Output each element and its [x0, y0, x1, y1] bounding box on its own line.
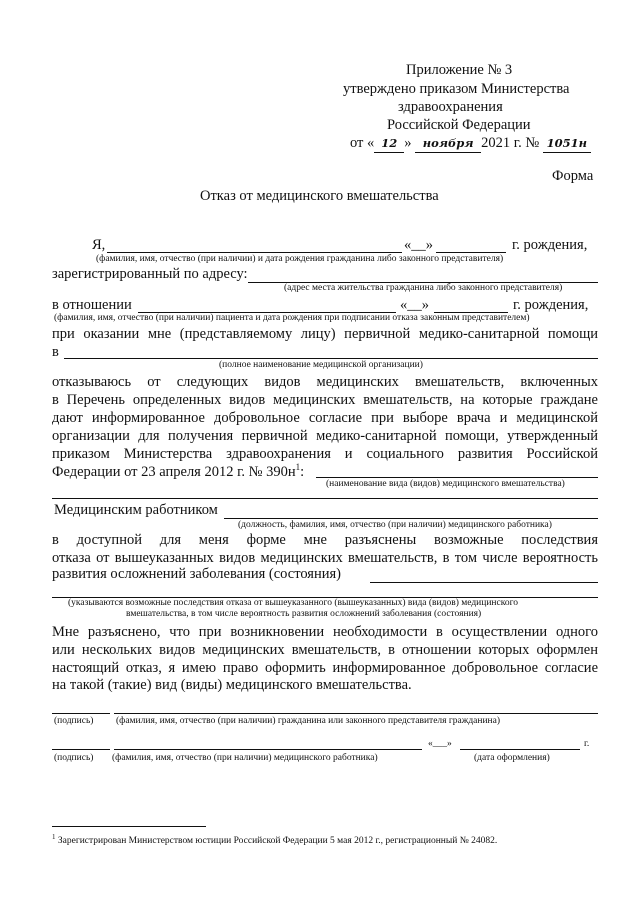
worker-hint: (должность, фамилия, имя, отчество (при наличии) медицинского работника) [238, 520, 552, 530]
right-line-2: или нескольких видов медицинских вмешательств, в отношении которых оформлен [52, 642, 598, 658]
order-year: 2021 г. № [481, 135, 540, 151]
provision-text: при оказании мне (представляемому лицу) первичной медико-санитарной помощи [52, 326, 598, 342]
refusal-line-5: приказом Министерства здравоохранения и социального развития Российской [52, 446, 598, 462]
refusal-line-2: в Перечень определенных видов медицинских вмешательств, на которые граждане [52, 392, 598, 408]
worker-name-line[interactable] [114, 749, 422, 750]
birth-label-2: г. рождения, [513, 297, 589, 313]
explained-line-1: в доступной для меня форме мне разъяснены возможные последствия [52, 532, 598, 548]
worker-field-line[interactable] [224, 518, 598, 519]
form-label: Форма [552, 168, 594, 184]
consequences-hint-2: вмешательства, в том числе вероятность развития осложнений заболевания (состояния) [126, 609, 482, 619]
footnote-mark: 1 [295, 462, 301, 472]
address-hint: (адрес места жительства гражданина либо законного представителя) [284, 283, 563, 293]
consequences-hint-1: (указываются возможные последствия отказа от вышеуказанного (вышеуказанных) вида (видов) медицинского [68, 598, 519, 608]
footnote-number: 1 [52, 833, 56, 841]
signature-line-2[interactable] [52, 749, 110, 750]
order-day: 12 [381, 136, 398, 150]
name-field-line[interactable] [107, 252, 402, 253]
right-last: на такой (такие) вид (виды) медицинского вмешательства. [52, 677, 412, 693]
organization-hint: (полное наименование медицинской организации) [219, 360, 423, 370]
right-line-1: Мне разъяснено, что при возникновении необходимости в осуществлении одного [52, 624, 598, 640]
refusal-line-4: организации для получения первичной медико-санитарной помощи, утвержденный [52, 428, 598, 444]
right-line-3: настоящий отказ, я имею право оформить информированное добровольное согласие [52, 660, 598, 676]
date-quotes: «__» [404, 237, 433, 253]
footnote-text: Зарегистрирован Министерством юстиции Российской Федерации 5 мая 2012 г., регистрационный № 24082. [57, 836, 498, 847]
quote-close: » [404, 135, 412, 151]
patient-hint: (фамилия, имя, отчество (при наличии) пациента и дата рождения при подписании отказа законным представителем) [54, 313, 530, 323]
worker-name-hint: (фамилия, имя, отчество (при наличии) медицинского работника) [112, 753, 378, 763]
intervention-line[interactable] [316, 477, 598, 478]
date-line[interactable] [460, 749, 580, 750]
provision-v: в [52, 344, 59, 360]
worker-label: Медицинским работником [54, 502, 218, 518]
date-quotes-2: «__» [400, 297, 429, 313]
document-title: Отказ от медицинского вмешательства [200, 188, 439, 204]
signature-label-2: (подпись) [54, 753, 94, 763]
citizen-name-line[interactable] [114, 713, 598, 714]
order-number: 1051н [546, 136, 587, 150]
explained-last: развития осложнений заболевания (состояния) [52, 566, 341, 582]
order-month: ноября [422, 136, 474, 150]
refusal-line-3: дают информированное добровольное согласие при выборе врача и медицинской [52, 410, 598, 426]
intervention-line-2[interactable] [52, 498, 598, 499]
signature-line-1[interactable] [52, 713, 110, 714]
order-from-label: от « [350, 135, 375, 151]
appendix-label: Приложение № 3 [406, 62, 513, 78]
address-label: зарегистрированный по адресу: [52, 266, 248, 282]
g-label: г. [584, 739, 590, 749]
date-hint: (дата оформления) [474, 753, 550, 763]
ministry-label: здравоохранения [398, 99, 503, 115]
refusal-line-1: отказываюсь от следующих видов медицинских вмешательств, включенных [52, 374, 598, 390]
birth-year-line[interactable] [436, 252, 506, 253]
order-date-line [350, 135, 591, 153]
footnote-separator [52, 826, 206, 827]
refusal-last-line [52, 462, 304, 481]
date-quotes-3: «___» [428, 739, 452, 749]
name-hint: (фамилия, имя, отчество (при наличии) и дата рождения гражданина либо законного представителя) [96, 254, 504, 264]
intervention-hint: (наименование вида (видов) медицинского вмешательства) [326, 479, 565, 489]
ya-label: Я, [92, 237, 106, 253]
consequences-line[interactable] [370, 582, 598, 583]
citizen-name-hint: (фамилия, имя, отчество (при наличии) гражданина или законного представителя гражданина) [116, 716, 501, 726]
signature-label-1: (подпись) [54, 716, 94, 726]
refusal-last-text: Федерации от 23 апреля 2012 г. № 390н [52, 463, 296, 480]
regarding-label: в отношении [52, 297, 132, 313]
approved-label: утверждено приказом Министерства [343, 81, 570, 97]
refusal-colon: : [300, 463, 305, 480]
footnote [52, 833, 497, 846]
federation-label: Российской Федерации [387, 117, 531, 133]
birth-label: г. рождения, [512, 237, 588, 253]
explained-line-2: отказа от вышеуказанных видов медицинских вмешательств, в том числе вероятность [52, 550, 598, 566]
organization-line[interactable] [64, 358, 598, 359]
